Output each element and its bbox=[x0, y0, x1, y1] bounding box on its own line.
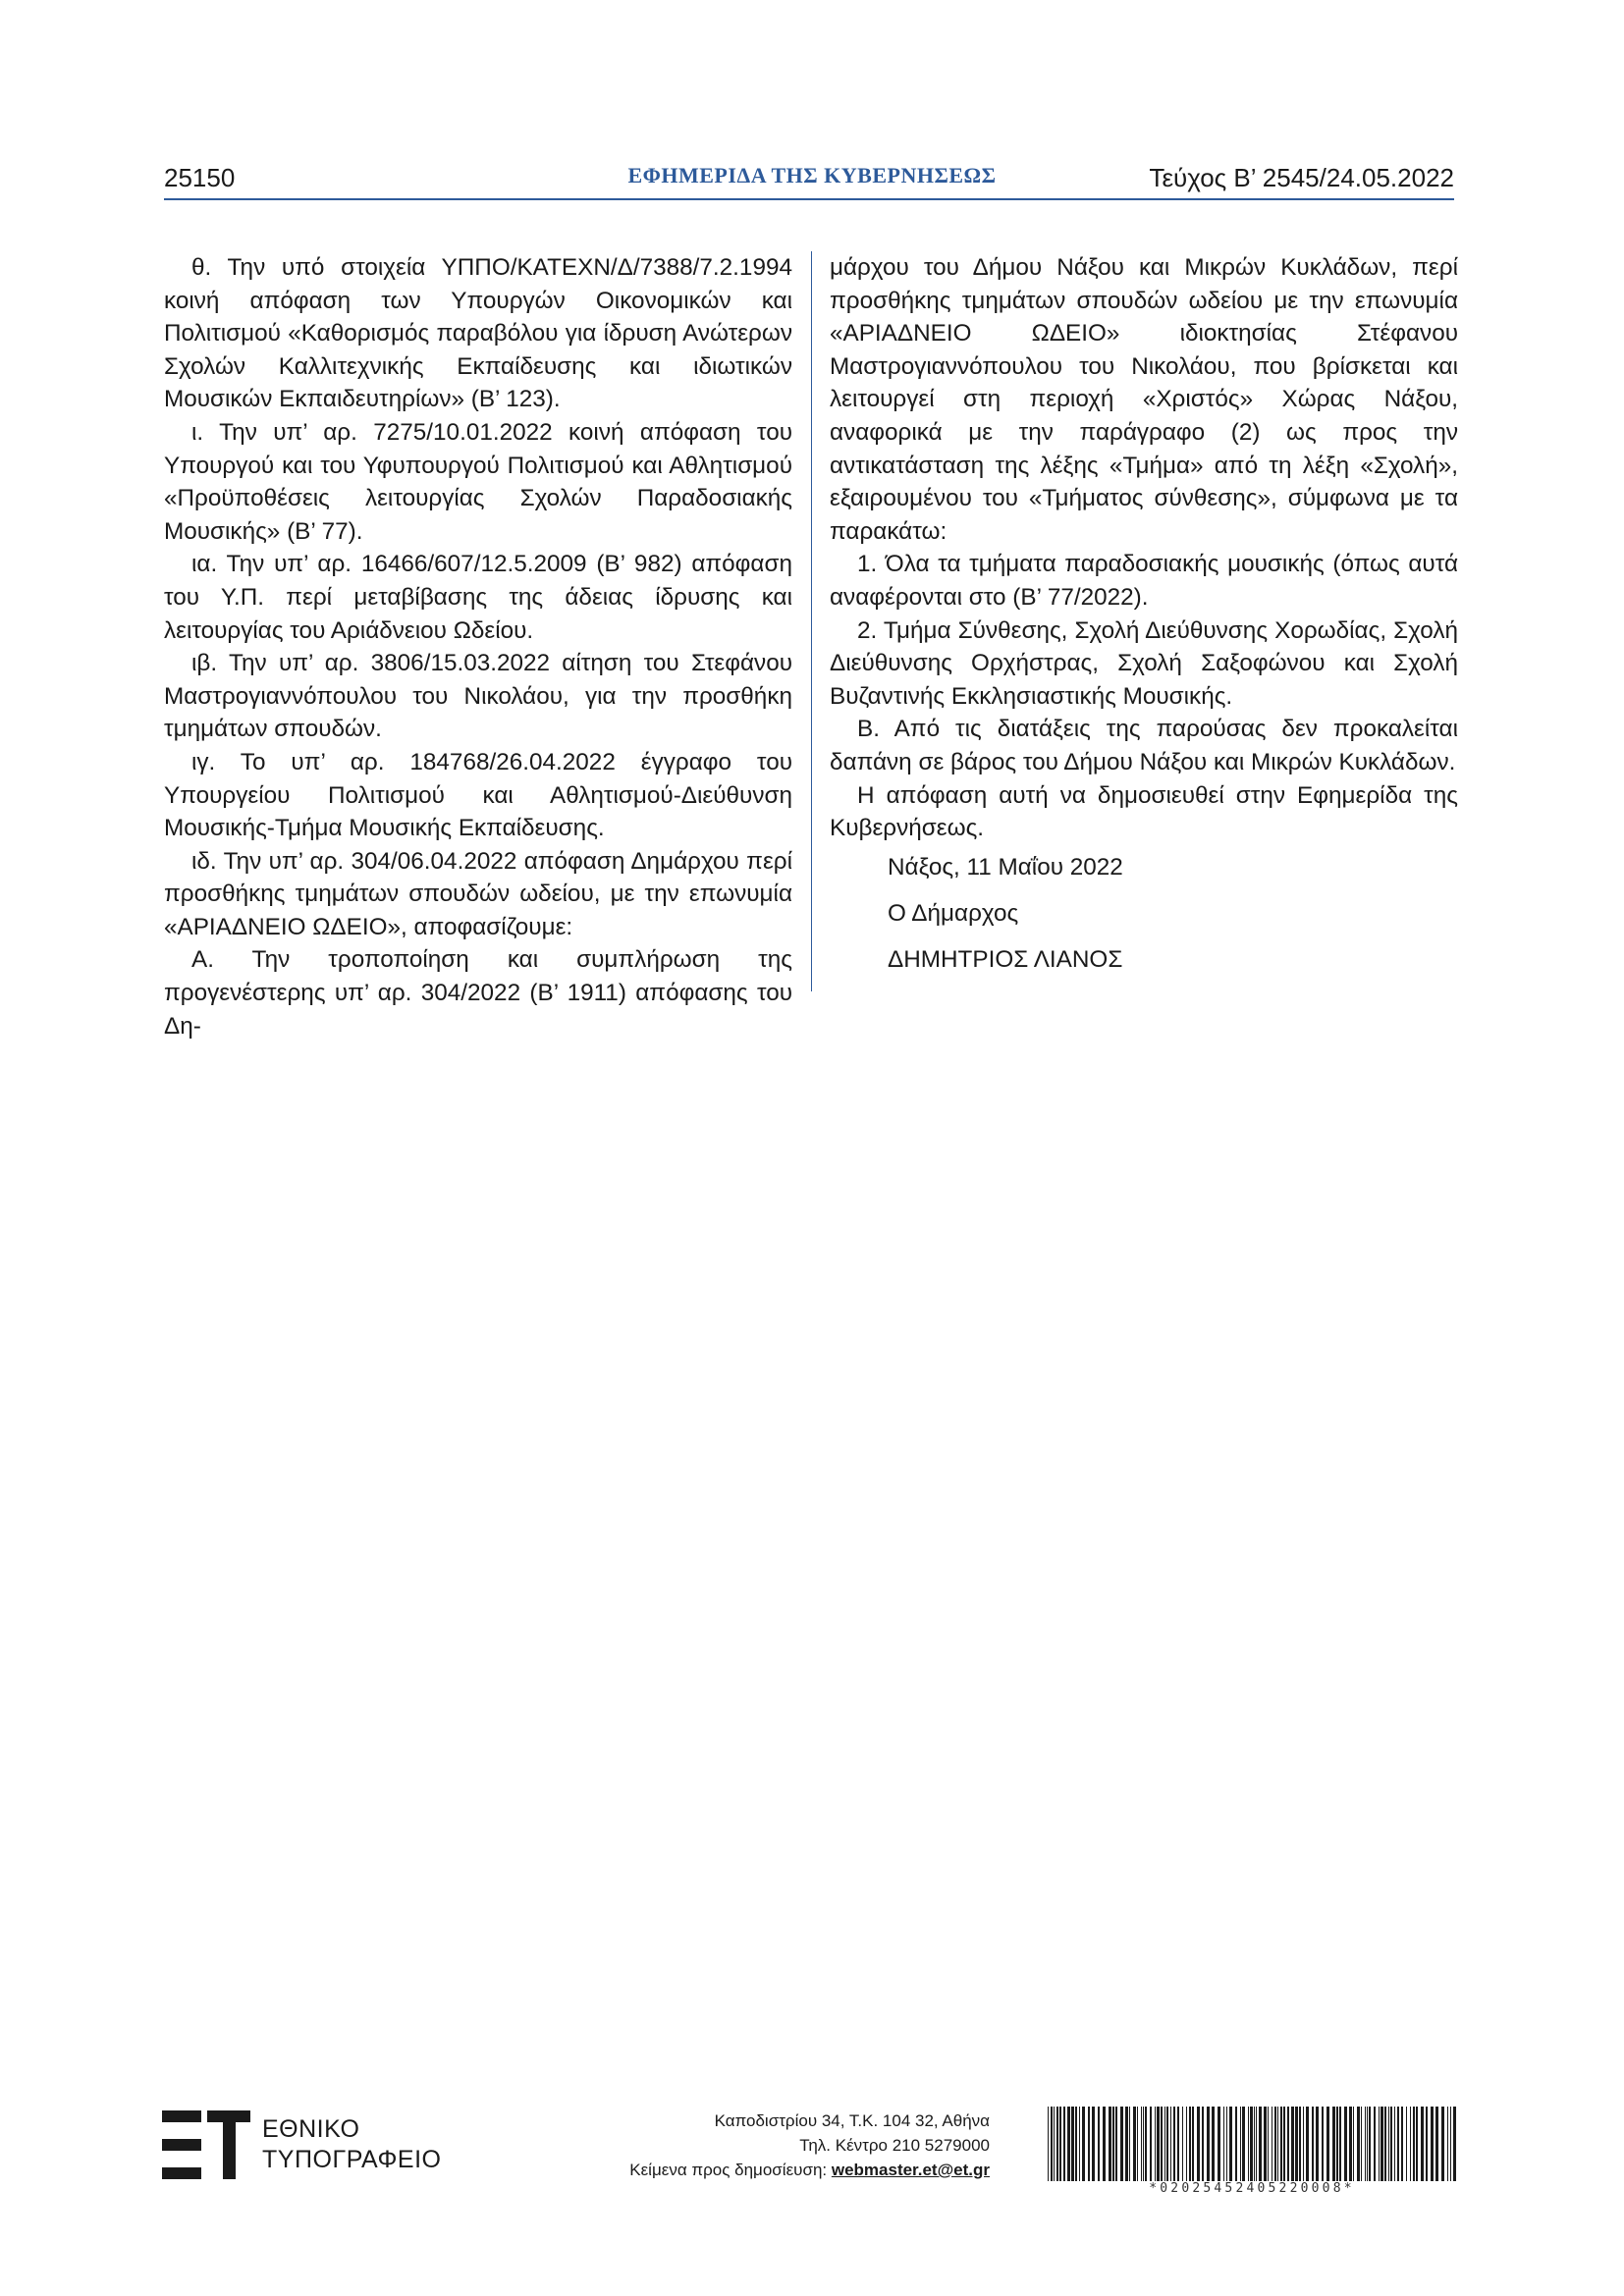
barcode-bar bbox=[1353, 2107, 1354, 2181]
barcode-bar bbox=[1426, 2107, 1428, 2181]
barcode-bar bbox=[1322, 2107, 1324, 2181]
barcode-bar bbox=[1189, 2107, 1191, 2181]
barcode-bar bbox=[1079, 2107, 1080, 2181]
et-logo-icon bbox=[162, 2110, 250, 2179]
paragraph: ιβ. Την υπ’ αρ. 3806/15.03.2022 αίτηση του Στεφάνου Μαστρογιαννόπουλου του Νικολάου, για την προσθήκη τμημάτων σπουδών. bbox=[164, 650, 792, 743]
barcode-bar bbox=[1299, 2107, 1301, 2181]
barcode-bar bbox=[1450, 2107, 1451, 2181]
barcode-bar bbox=[1453, 2107, 1456, 2181]
barcode-bar bbox=[1197, 2107, 1200, 2181]
barcode-bar bbox=[1268, 2107, 1269, 2181]
barcode-bar bbox=[1248, 2107, 1249, 2181]
barcode-bar bbox=[1186, 2107, 1187, 2181]
footer-email-link[interactable]: webmaster.et@et.gr bbox=[831, 2161, 990, 2179]
barcode-bar bbox=[1264, 2107, 1267, 2181]
barcode-bar bbox=[1161, 2107, 1163, 2181]
footer-email-label: Κείμενα προς δημοσίευση: bbox=[629, 2161, 828, 2179]
barcode-bar bbox=[1379, 2107, 1380, 2181]
barcode-image bbox=[1048, 2107, 1456, 2181]
barcode-bar bbox=[1374, 2107, 1376, 2181]
barcode-bar bbox=[1192, 2107, 1194, 2181]
barcode-bar bbox=[1312, 2107, 1314, 2181]
barcode-bar bbox=[1441, 2107, 1444, 2181]
paragraph: ι. Την υπ’ αρ. 7275/10.01.2022 κοινή απόφαση του Υπουργού και του Υφυπουργού Πολιτισμού και Αθλητισμού «Προϋποθέσεις λειτουργίας Σχολών Παραδοσιακής Μουσικής» (Β’ 77). bbox=[164, 418, 792, 545]
barcode-bar bbox=[1384, 2107, 1386, 2181]
paragraph: ια. Την υπ’ αρ. 16466/607/12.5.2009 (Β’ 982) απόφαση του Υ.Π. περί μεταβίβασης της άδειας ίδρυσης και λειτουργίας του Αριάδνειου Ωδείου. bbox=[164, 551, 792, 644]
barcode-bar bbox=[1416, 2107, 1418, 2181]
barcode-bar bbox=[1344, 2107, 1347, 2181]
barcode-bar bbox=[1164, 2107, 1165, 2181]
barcode-bar bbox=[1316, 2107, 1319, 2181]
barcode-bar bbox=[1431, 2107, 1434, 2181]
barcode-bar bbox=[1401, 2107, 1403, 2181]
paragraph: Β. Από τις διατάξεις της παρούσας δεν προκαλείται δαπάνη σε βάρος του Δήμου Νάξου και Μικρών Κυκλάδων. bbox=[830, 716, 1458, 775]
barcode-bar bbox=[1075, 2107, 1077, 2181]
barcode-bar bbox=[1115, 2107, 1117, 2181]
barcode-bar bbox=[1202, 2107, 1204, 2181]
barcode-bar bbox=[1109, 2107, 1111, 2181]
barcode-bar bbox=[1256, 2107, 1257, 2181]
barcode-bar bbox=[1166, 2107, 1168, 2181]
barcode-bar bbox=[1254, 2107, 1255, 2181]
barcode-bar bbox=[1226, 2107, 1227, 2181]
barcode-bar bbox=[1120, 2107, 1123, 2181]
barcode-bar bbox=[1212, 2107, 1215, 2181]
barcode-bar bbox=[1098, 2107, 1100, 2181]
barcode-bar bbox=[1182, 2107, 1183, 2181]
barcode-bar bbox=[1410, 2107, 1411, 2181]
barcode-bar bbox=[1056, 2107, 1058, 2181]
barcode-bar bbox=[1303, 2107, 1304, 2181]
barcode-bar bbox=[1369, 2107, 1371, 2181]
barcode-bar bbox=[1150, 2107, 1152, 2181]
barcode-bar bbox=[1082, 2107, 1085, 2181]
barcode-bar bbox=[1397, 2107, 1399, 2181]
barcode-bar bbox=[1390, 2107, 1392, 2181]
barcode-bar bbox=[1133, 2107, 1136, 2181]
barcode-bar bbox=[1280, 2107, 1282, 2181]
barcode-bar bbox=[1048, 2107, 1049, 2181]
issue-label: Τεύχος B’ 2545/24.05.2022 bbox=[1149, 163, 1454, 192]
barcode-bar bbox=[1143, 2107, 1144, 2181]
barcode-bar bbox=[1092, 2107, 1095, 2181]
barcode-bar bbox=[1250, 2107, 1253, 2181]
paragraph: Α. Την τροποποίηση και συμπλήρωση της προγενέστερης υπ’ αρ. 304/2022 (Β’ 1911) απόφασης του Δη- bbox=[164, 946, 792, 1040]
barcode-bar bbox=[1406, 2107, 1407, 2181]
barcode-bar bbox=[1071, 2107, 1074, 2181]
paragraph: ιγ. Το υπ’ αρ. 184768/26.04.2022 έγγραφο του Υπουργείου Πολιτισμού και Αθλητισμού-Διεύθυνση Μουσικής-Τμήμα Μουσικής Εκπαίδευσης. bbox=[164, 748, 792, 842]
barcode-bar bbox=[1240, 2107, 1241, 2181]
barcode-bar bbox=[1326, 2107, 1329, 2181]
barcode-bar bbox=[1229, 2107, 1232, 2181]
barcode-bar bbox=[1223, 2107, 1224, 2181]
barcode-bar bbox=[1367, 2107, 1368, 2181]
paragraph: Η απόφαση αυτή να δημοσιευθεί στην Εφημερίδα της Κυβερνήσεως. bbox=[830, 781, 1458, 842]
footer-address: Καποδιστρίου 34, Τ.Κ. 104 32, Αθήνα bbox=[714, 2111, 990, 2130]
national-printing-office-logo bbox=[162, 2110, 442, 2179]
barcode-bar bbox=[1112, 2107, 1114, 2181]
barcode-bar bbox=[1137, 2107, 1138, 2181]
barcode-bar bbox=[1413, 2107, 1415, 2181]
logo-line-1: ΕΘΝΙΚΟ bbox=[262, 2115, 360, 2143]
footer-contact bbox=[629, 2109, 990, 2182]
barcode-bar bbox=[1125, 2107, 1128, 2181]
barcode-bar bbox=[1339, 2107, 1341, 2181]
signature-block bbox=[888, 851, 1123, 989]
barcode-bar bbox=[1306, 2107, 1309, 2181]
barcode-bar bbox=[1349, 2107, 1352, 2181]
logo-line-2: ΤΥΠΟΓΡΑΦΕΙΟ bbox=[262, 2146, 442, 2173]
signature-place-date: Νάξος, 11 Μαΐου 2022 bbox=[888, 854, 1123, 881]
left-column bbox=[164, 251, 792, 1042]
page-number: 25150 bbox=[164, 163, 236, 192]
barcode-bar bbox=[1283, 2107, 1285, 2181]
barcode-bar bbox=[1218, 2107, 1220, 2181]
paragraph: ιδ. Την υπ’ αρ. 304/06.04.2022 απόφαση Δημάρχου περί προσθήκης τμημάτων σπουδών ωδείου, με την επωνυμία «ΑΡΙΑΔΝΕΙΟ ΩΔΕΙΟ», αποφασίζουμε: bbox=[164, 847, 792, 940]
barcode-bar bbox=[1103, 2107, 1106, 2181]
barcode-bar bbox=[1421, 2107, 1424, 2181]
barcode-bar bbox=[1274, 2107, 1276, 2181]
barcode-bar bbox=[1155, 2107, 1156, 2181]
barcode-bar bbox=[1435, 2107, 1438, 2181]
signature-name: ΔΗΜΗΤΡΙΟΣ ΛΙΑΝΟΣ bbox=[888, 946, 1123, 973]
barcode-bar bbox=[1177, 2107, 1179, 2181]
paragraph-continuation: μάρχου του Δήμου Νάξου και Μικρών Κυκλάδων, περί προσθήκης τμημάτων σπουδών ωδείου με την επωνυμία «ΑΡΙΑΔΝΕΙΟ ΩΔΕΙΟ» ιδιοκτησίας Στέφανου Μαστρογιαννόπουλου του Νικολάου, που βρίσκεται και λειτουργεί στη περιοχή «Χριστός» Χώρας Νάξου, αναφορικά με την παράγραφο (2) ως προς την αντικατάσταση της λέξης «Τμήμα» από τη λέξη «Σχολή», εξαιρουμένου του «Τμήματος σύνθεσης», σύμφωνα με τα παρακάτω: bbox=[830, 254, 1458, 545]
barcode-bar bbox=[1235, 2107, 1237, 2181]
barcode-bar bbox=[1067, 2107, 1070, 2181]
barcode-bar bbox=[1157, 2107, 1160, 2181]
barcode-bar bbox=[1357, 2107, 1360, 2181]
barcode-bar bbox=[1141, 2107, 1142, 2181]
right-column bbox=[830, 251, 1458, 845]
barcode-bar bbox=[1207, 2107, 1210, 2181]
barcode-bar bbox=[1365, 2107, 1366, 2181]
barcode-bar bbox=[1242, 2107, 1245, 2181]
barcode-bar bbox=[1295, 2107, 1298, 2181]
barcode-bar bbox=[1059, 2107, 1061, 2181]
barcode-digits: *02025452405220008* bbox=[1149, 2181, 1355, 2196]
column-divider bbox=[811, 251, 812, 991]
barcode-bar bbox=[1259, 2107, 1262, 2181]
barcode-bar bbox=[1145, 2107, 1147, 2181]
header-rule bbox=[164, 198, 1454, 200]
barcode-bar bbox=[1388, 2107, 1389, 2181]
logo-text bbox=[262, 2114, 442, 2175]
barcode-bar bbox=[1361, 2107, 1362, 2181]
paragraph: 1. Όλα τα τμήματα παραδοσιακής μουσικής (όπως αυτά αναφέρονται στο (Β’ 77/2022). bbox=[830, 551, 1458, 611]
paragraph: θ. Την υπό στοιχεία ΥΠΠΟ/ΚΑΤΕΧΝ/Δ/7388/7.2.1994 κοινή απόφαση των Υπουργών Οικονομικών και Πολιτισμού «Καθορισμός παραβόλου για ίδρυση Ανώτερων Σχολών Καλλιτεχνικής Εκπαίδευσης και ιδιωτικών Μουσικών Εκπαιδευτηρίων» (Β’ 123). bbox=[164, 254, 792, 413]
footer-email-line bbox=[629, 2158, 990, 2182]
barcode-bar bbox=[1129, 2107, 1130, 2181]
barcode-bar bbox=[1051, 2107, 1053, 2181]
barcode-bar bbox=[1173, 2107, 1175, 2181]
barcode-bar bbox=[1447, 2107, 1448, 2181]
footer-phone: Τηλ. Κέντρο 210 5279000 bbox=[799, 2136, 990, 2155]
barcode-bar bbox=[1394, 2107, 1395, 2181]
barcode-bar bbox=[1054, 2107, 1055, 2181]
barcode-bar bbox=[1336, 2107, 1338, 2181]
signature-role: Ο Δήμαρχος bbox=[888, 900, 1019, 927]
barcode-bar bbox=[1170, 2107, 1171, 2181]
barcode-bar bbox=[1380, 2107, 1383, 2181]
barcode-bar bbox=[1063, 2107, 1065, 2181]
paragraph: 2. Τμήμα Σύνθεσης, Σχολή Διεύθυνσης Χορωδίας, Σχολή Διεύθυνσης Ορχήστρας, Σχολή Σαξοφώνου και Σχολή Βυζαντινής Εκκλησιαστικής Μουσικής. bbox=[830, 616, 1458, 710]
barcode-bar bbox=[1287, 2107, 1289, 2181]
barcode-bar bbox=[1332, 2107, 1335, 2181]
gazette-title: ΕΦΗΜΕΡΙΔΑ ΤΗΣ ΚΥΒΕΡΝΗΣΕΩΣ bbox=[627, 163, 997, 187]
barcode-bar bbox=[1088, 2107, 1090, 2181]
barcode-bar bbox=[1277, 2107, 1278, 2181]
barcode-bar bbox=[1291, 2107, 1294, 2181]
